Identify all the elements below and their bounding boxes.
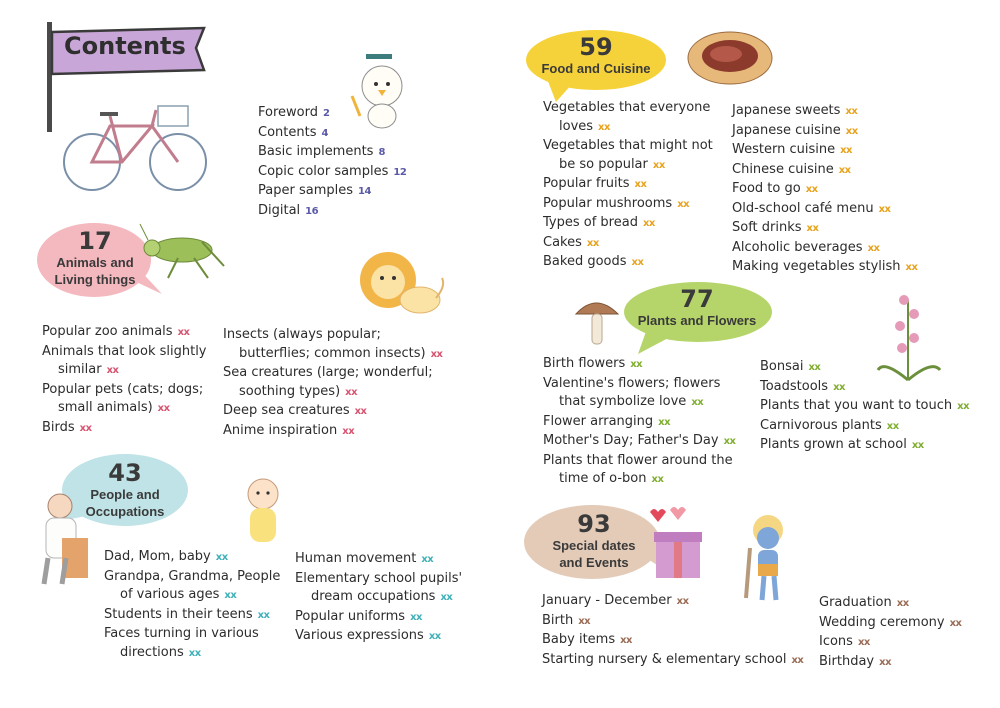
section-title-line1: People and xyxy=(90,487,160,502)
entry-label: Types of bread xyxy=(543,215,638,230)
lion-illustration xyxy=(354,248,446,324)
toc-entry[interactable] xyxy=(732,161,917,181)
front-matter-item[interactable] xyxy=(258,104,406,124)
lion-icon xyxy=(354,248,446,320)
toc-entry[interactable] xyxy=(543,234,713,254)
entry-line xyxy=(543,253,713,273)
entry-label: Cakes xyxy=(543,234,582,250)
entry-label: Sea creatures (large; wonderful; xyxy=(223,365,433,380)
entry-line xyxy=(543,137,713,156)
toc-entry[interactable] xyxy=(295,550,462,570)
toc-entry[interactable] xyxy=(819,614,962,634)
food-left-column xyxy=(543,99,713,273)
entry-label: January - December xyxy=(542,593,672,608)
front-matter-item[interactable] xyxy=(258,163,406,183)
entry-label: Foreword xyxy=(258,105,318,120)
entry-line xyxy=(104,548,280,568)
animals-left-column xyxy=(42,323,207,438)
toc-entry[interactable] xyxy=(542,631,803,651)
mushroom-icon xyxy=(574,296,620,348)
entry-label: butterflies; common insects) xyxy=(239,345,426,361)
entry-label: Carnivorous plants xyxy=(760,417,882,433)
entry-line xyxy=(543,393,736,413)
entry-label: Toadstools xyxy=(760,378,829,394)
page-number: xx xyxy=(879,656,892,668)
toc-entry[interactable] xyxy=(543,355,736,375)
entry-label: Popular mushrooms xyxy=(543,195,673,211)
entry-line xyxy=(42,343,207,362)
gift-icon xyxy=(642,504,706,582)
toc-entry[interactable] xyxy=(760,397,969,417)
toc-entry[interactable] xyxy=(295,608,462,628)
page-number: xx xyxy=(430,348,443,360)
toc-entry[interactable] xyxy=(732,239,917,259)
section-title-line1: Special dates xyxy=(552,538,636,553)
page-number: xx xyxy=(428,631,441,642)
entry-label: Grandpa, Grandma, People xyxy=(104,568,281,584)
toc-entry[interactable] xyxy=(760,417,969,437)
entry-label: Animals that look slightly xyxy=(42,343,207,359)
page-number: xx xyxy=(949,617,962,629)
toc-entry[interactable] xyxy=(104,606,280,626)
entry-label: Vegetables that might not xyxy=(543,138,713,153)
toc-entry[interactable] xyxy=(732,219,917,239)
page-number: xx xyxy=(630,359,643,370)
entry-label: Popular uniforms xyxy=(295,608,406,624)
toc-entry[interactable] xyxy=(760,378,969,398)
entry-label: Chinese cuisine xyxy=(732,161,834,177)
page-number: xx xyxy=(257,609,270,621)
entry-line xyxy=(819,633,962,653)
entry-line xyxy=(295,570,462,589)
section-bubble-animals[interactable] xyxy=(36,222,154,298)
entry-line xyxy=(295,550,462,570)
page-number: 2 xyxy=(322,108,330,119)
entry-label: Elementary school pupils' xyxy=(295,570,463,586)
toc-entry[interactable] xyxy=(223,364,442,402)
entry-label: Baby items xyxy=(542,632,616,647)
steak-icon xyxy=(686,28,776,86)
toc-entry[interactable] xyxy=(104,625,280,663)
page-number: xx xyxy=(957,401,970,412)
section-title-line1: Animals and xyxy=(56,255,134,270)
page-number: xx xyxy=(676,596,689,607)
page-number: xx xyxy=(410,611,422,623)
bicycle-illustration xyxy=(60,96,210,200)
entry-label: Food to go xyxy=(732,181,801,196)
section-number: 77 xyxy=(680,285,714,313)
entry-label: Popular fruits xyxy=(543,176,630,191)
toc-entry[interactable] xyxy=(732,102,917,122)
entry-line xyxy=(732,239,917,259)
entry-label: directions xyxy=(120,644,184,660)
page-number: xx xyxy=(188,647,201,659)
toc-entry[interactable] xyxy=(104,548,280,568)
plants-left-column xyxy=(543,355,736,490)
toc-entry[interactable] xyxy=(819,594,962,614)
page-number: 8 xyxy=(378,147,385,158)
entry-line xyxy=(42,361,207,381)
entry-line xyxy=(295,588,462,608)
section-bubble-food[interactable] xyxy=(526,30,666,92)
entry-line xyxy=(760,417,969,437)
toc-entry[interactable] xyxy=(543,375,736,413)
entry-label: time of o-bon xyxy=(559,471,647,486)
toc-entry[interactable] xyxy=(543,99,713,137)
entry-line xyxy=(542,651,803,671)
grandpa-icon xyxy=(22,488,92,588)
entry-line xyxy=(223,345,442,365)
entry-line xyxy=(543,375,736,394)
toc-entry[interactable] xyxy=(104,568,280,606)
front-matter-list xyxy=(258,104,406,221)
page-number: xx xyxy=(345,386,358,398)
toc-entry[interactable] xyxy=(819,633,962,653)
page-number: xx xyxy=(157,403,170,414)
entry-label: Baked goods xyxy=(543,254,627,269)
page-number: xx xyxy=(598,121,610,133)
entry-line xyxy=(732,161,917,181)
entry-label: Graduation xyxy=(819,595,892,610)
steak-plate-illustration xyxy=(686,28,776,90)
page-number: xx xyxy=(691,397,704,408)
entry-label: small animals) xyxy=(58,400,153,415)
entry-label: Human movement xyxy=(295,551,417,566)
section-number: 59 xyxy=(579,33,613,61)
toc-entry[interactable] xyxy=(223,422,442,442)
section-bubble-plants[interactable] xyxy=(622,282,772,342)
entry-line xyxy=(295,608,462,628)
entry-line xyxy=(732,122,917,142)
entry-line xyxy=(542,631,803,651)
entry-label: Birds xyxy=(42,419,75,435)
special-left-column xyxy=(542,592,803,670)
section-title-line1: Food and Cuisine xyxy=(541,61,651,76)
toc-entry[interactable] xyxy=(223,326,442,364)
page-number: xx xyxy=(642,218,655,229)
entry-label: Making vegetables stylish xyxy=(732,259,901,274)
grandpa-illustration xyxy=(22,488,92,592)
entry-label: Birth flowers xyxy=(543,356,626,371)
section-title-line2: and Events xyxy=(559,555,629,570)
page-number: xx xyxy=(421,554,434,565)
entry-line xyxy=(223,364,442,383)
entry-line xyxy=(542,592,803,612)
entry-line xyxy=(732,180,917,200)
page-number: xx xyxy=(586,237,599,249)
entry-line xyxy=(760,436,969,456)
page-number: xx xyxy=(651,474,664,485)
page-number: xx xyxy=(840,145,852,156)
grasshopper-icon xyxy=(138,222,228,282)
entry-line xyxy=(543,118,713,138)
entry-line xyxy=(543,234,713,254)
page-number: 14 xyxy=(358,186,371,197)
oni-icon xyxy=(742,512,792,604)
entry-label: Popular zoo animals xyxy=(42,324,173,339)
toc-entry[interactable] xyxy=(543,214,713,234)
page-number: xx xyxy=(838,164,851,176)
front-matter-item[interactable] xyxy=(258,182,406,202)
toc-entry[interactable] xyxy=(732,180,917,200)
entry-label: Dad, Mom, baby xyxy=(104,549,211,564)
entry-line xyxy=(760,397,969,417)
entry-line xyxy=(732,200,917,220)
entry-label: Soft drinks xyxy=(732,220,802,235)
entry-label: Old-school café menu xyxy=(732,200,874,216)
toc-entry[interactable] xyxy=(543,137,713,175)
page-number: xx xyxy=(578,615,591,627)
entry-line xyxy=(543,432,736,452)
page-number: xx xyxy=(106,365,119,376)
page-number: xx xyxy=(896,598,909,609)
entry-label: soothing types) xyxy=(239,383,341,399)
page-number: xx xyxy=(440,592,453,603)
page-number: xx xyxy=(79,422,92,434)
entry-label: Wedding ceremony xyxy=(819,614,945,630)
page-number: xx xyxy=(791,654,804,666)
toc-entry[interactable] xyxy=(42,323,207,343)
entry-line xyxy=(732,102,917,122)
entry-line xyxy=(819,594,962,614)
entry-label: Bonsai xyxy=(760,359,804,374)
page-title: Contents xyxy=(64,32,186,60)
entry-line xyxy=(543,195,713,215)
entry-line xyxy=(42,419,207,439)
page-number: xx xyxy=(634,179,647,190)
entry-line xyxy=(104,606,280,626)
animals-right-column xyxy=(223,326,442,441)
page-number: xx xyxy=(631,257,644,268)
entry-label: that symbolize love xyxy=(559,394,687,409)
plants-right-column xyxy=(760,358,969,456)
entry-label: Students in their teens xyxy=(104,606,253,622)
page-number: 16 xyxy=(305,205,319,217)
entry-line xyxy=(732,219,917,239)
page-number: xx xyxy=(620,635,633,646)
entry-line xyxy=(819,614,962,634)
page-number: xx xyxy=(354,406,367,417)
entry-line xyxy=(42,381,207,400)
page-number: xx xyxy=(886,420,899,432)
page-number: 12 xyxy=(393,166,407,178)
page-number: xx xyxy=(806,223,819,234)
entry-line xyxy=(542,612,803,632)
front-matter-item[interactable] xyxy=(258,202,406,222)
entry-line xyxy=(42,323,207,343)
entry-label: Copic color samples xyxy=(258,163,389,179)
entry-label: dream occupations xyxy=(311,589,436,604)
bicycle-icon xyxy=(60,96,210,196)
entry-label: Paper samples xyxy=(258,183,353,198)
entry-line xyxy=(760,358,969,378)
page-number: xx xyxy=(905,262,918,273)
toc-entry[interactable] xyxy=(223,402,442,422)
entry-line xyxy=(543,156,713,176)
toc-entry[interactable] xyxy=(42,381,207,419)
toc-entry[interactable] xyxy=(543,413,736,433)
toc-entry[interactable] xyxy=(543,452,736,490)
baby-illustration xyxy=(240,476,286,550)
entry-line xyxy=(223,326,442,345)
page-number: xx xyxy=(805,184,818,195)
entry-label: Contents xyxy=(258,124,317,140)
toc-entry[interactable] xyxy=(543,253,713,273)
page-number: xx xyxy=(177,327,190,338)
entry-label: Birth xyxy=(542,612,574,628)
toc-entry[interactable] xyxy=(542,651,803,671)
entry-line xyxy=(295,627,462,647)
toc-entry[interactable] xyxy=(543,195,713,215)
page-number: xx xyxy=(677,198,690,210)
people-right-column xyxy=(295,550,462,647)
page-number: xx xyxy=(857,637,870,648)
entry-label: Popular pets (cats; dogs; xyxy=(42,381,204,397)
entry-line xyxy=(42,399,207,419)
mushroom-illustration xyxy=(574,296,620,352)
page-number: xx xyxy=(808,362,821,373)
entry-label: Various expressions xyxy=(295,628,424,643)
entry-line xyxy=(543,355,736,375)
page-number: xx xyxy=(723,436,736,447)
page-number: xx xyxy=(224,590,237,601)
entry-label: Alcoholic beverages xyxy=(732,239,863,255)
page-number: xx xyxy=(658,416,671,428)
special-right-column xyxy=(819,594,962,672)
food-right-column xyxy=(732,102,917,278)
entry-label: Plants grown at school xyxy=(760,437,907,452)
entry-line xyxy=(223,383,442,403)
entry-label: Western cuisine xyxy=(732,142,836,157)
entry-line xyxy=(104,586,280,606)
entry-label: be so popular xyxy=(559,156,648,172)
section-number: 93 xyxy=(577,510,611,538)
entry-line xyxy=(543,214,713,234)
page-number: xx xyxy=(833,381,845,393)
section-title-line2: Occupations xyxy=(85,504,165,519)
section-title-line2: Living things xyxy=(54,272,136,287)
entry-line xyxy=(732,258,917,278)
grasshopper-illustration xyxy=(138,222,228,286)
toc-entry[interactable] xyxy=(819,653,962,673)
toc-entry[interactable] xyxy=(542,612,803,632)
toc-entry[interactable] xyxy=(542,592,803,612)
toc-entry[interactable] xyxy=(295,627,462,647)
entry-line xyxy=(543,470,736,490)
entry-label: Flower arranging xyxy=(543,413,654,429)
entry-line xyxy=(543,452,736,471)
entry-line xyxy=(760,378,969,398)
entry-line xyxy=(732,141,917,161)
entry-line xyxy=(223,422,442,442)
page-number: xx xyxy=(878,203,891,215)
entry-label: Plants that flower around the xyxy=(543,452,733,468)
toc-entry[interactable] xyxy=(732,200,917,220)
entry-label: Basic implements xyxy=(258,144,374,159)
entry-label: Insects (always popular; xyxy=(223,327,381,342)
entry-label: Mother's Day; Father's Day xyxy=(543,433,719,448)
entry-label: Valentine's flowers; flowers xyxy=(543,375,721,391)
people-left-column xyxy=(104,548,280,663)
page-number: xx xyxy=(652,159,665,171)
page-number: xx xyxy=(342,425,355,437)
baby-icon xyxy=(240,476,286,546)
entry-line xyxy=(223,402,442,422)
toc-entry[interactable] xyxy=(732,122,917,142)
entry-label: similar xyxy=(58,362,102,377)
entry-label: of various ages xyxy=(120,587,220,602)
gift-illustration xyxy=(642,504,706,586)
toc-entry[interactable] xyxy=(295,570,462,608)
toc-entry[interactable] xyxy=(543,432,736,452)
toc-entry[interactable] xyxy=(760,436,969,456)
toc-entry[interactable] xyxy=(543,175,713,195)
page-number: xx xyxy=(867,242,880,254)
entry-line xyxy=(543,413,736,433)
entry-label: Birthday xyxy=(819,653,875,669)
front-matter-item[interactable] xyxy=(258,143,406,163)
entry-label: Deep sea creatures xyxy=(223,403,350,418)
toc-entry[interactable] xyxy=(760,358,969,378)
toc-entry[interactable] xyxy=(42,419,207,439)
toc-entry[interactable] xyxy=(42,343,207,381)
page-number: xx xyxy=(911,440,924,451)
entry-line xyxy=(543,99,713,118)
entry-line xyxy=(104,644,280,664)
page-number: 4 xyxy=(321,127,328,139)
page-number: xx xyxy=(215,552,228,563)
entry-line xyxy=(104,568,280,587)
page-number: xx xyxy=(845,125,858,137)
entry-label: Icons xyxy=(819,634,853,649)
entry-label: Japanese sweets xyxy=(732,103,841,118)
front-matter-item[interactable] xyxy=(258,124,406,144)
toc-entry[interactable] xyxy=(732,258,917,278)
entry-label: loves xyxy=(559,118,594,134)
section-title-line1: Plants and Flowers xyxy=(637,313,757,328)
entry-line xyxy=(819,653,962,673)
entry-label: Vegetables that everyone xyxy=(543,100,711,115)
entry-line xyxy=(543,175,713,195)
entry-label: Anime inspiration xyxy=(223,422,338,438)
page-number: xx xyxy=(845,106,858,117)
entry-label: Faces turning in various xyxy=(104,626,259,641)
entry-label: Starting nursery & elementary school xyxy=(542,651,787,667)
toc-entry[interactable] xyxy=(732,141,917,161)
entry-label: Digital xyxy=(258,202,301,218)
section-number: 17 xyxy=(78,227,112,255)
entry-line xyxy=(104,625,280,644)
section-number: 43 xyxy=(108,459,142,487)
entry-label: Plants that you want to touch xyxy=(760,398,953,413)
entry-label: Japanese cuisine xyxy=(732,122,841,138)
